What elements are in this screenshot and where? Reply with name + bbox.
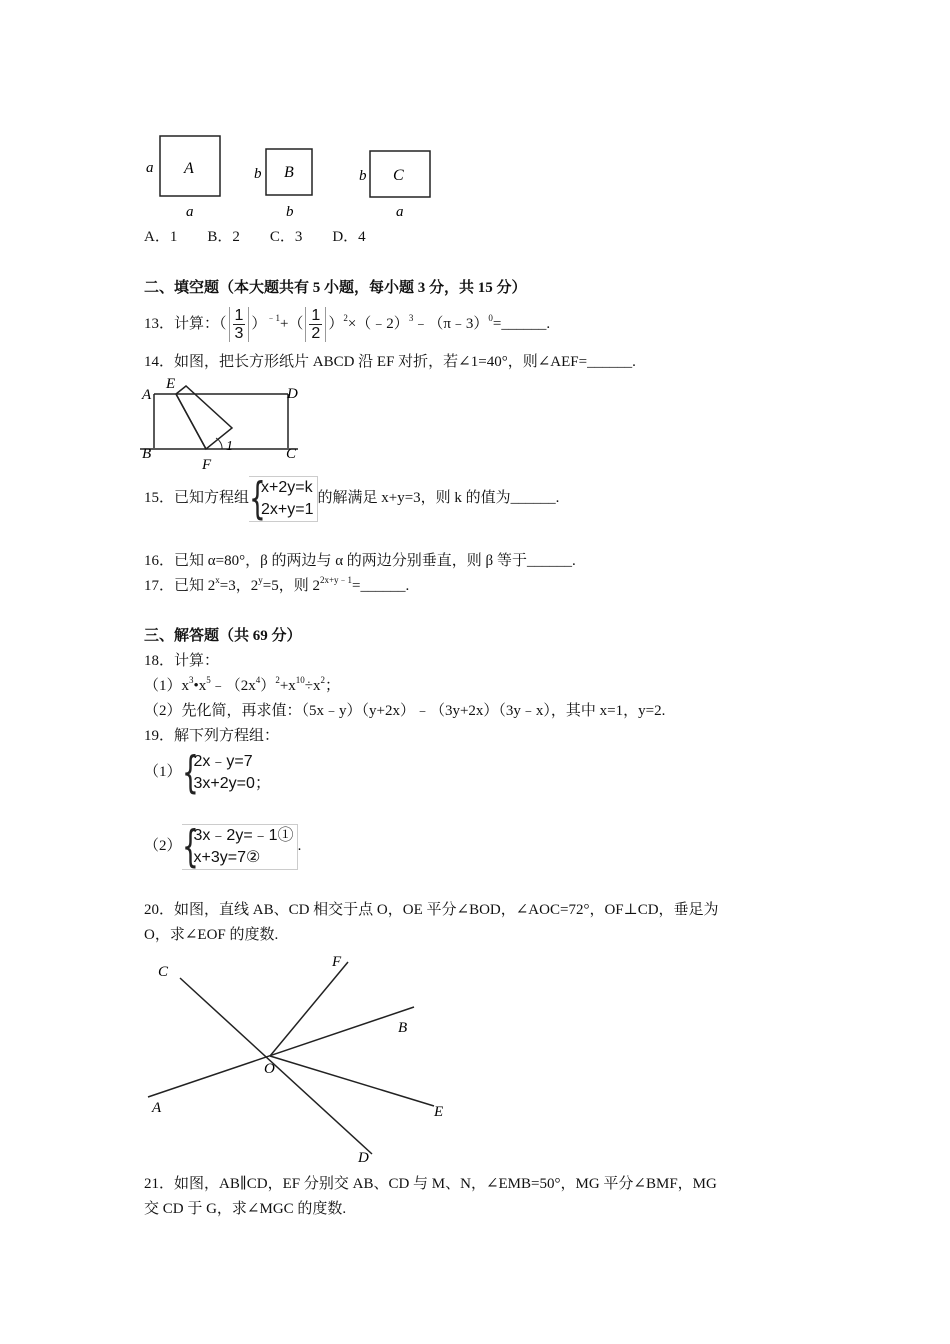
- q19p2-label: （2）: [144, 838, 182, 854]
- brace-icon: {: [181, 820, 199, 872]
- question-21-line-1: 21．如图，AB∥CD，EF 分别交 AB、CD 与 M、N，∠EMB=50°，MG 平分∠BMF，MG: [144, 1176, 717, 1192]
- q19p2-equation-1: 3x﹣2y=﹣1①: [193, 826, 294, 844]
- square-a-side-label: a: [146, 160, 154, 176]
- brace-icon: {: [249, 472, 266, 524]
- q18p1-exp-1: 3: [189, 675, 194, 685]
- answer-options: A．1 B．2 C．3 D．4: [144, 229, 366, 245]
- line-cd: [180, 978, 372, 1154]
- q17-text-2: =5，则 2: [262, 578, 320, 594]
- q14-label-b: B: [142, 446, 152, 462]
- question-19-part-1: [144, 748, 274, 796]
- q14-label-angle-1: 1: [226, 439, 233, 454]
- q20-label-a: A: [152, 1100, 162, 1116]
- q14-label-e: E: [166, 376, 176, 392]
- q13-frac1-denominator: 3: [234, 325, 244, 343]
- question-18-part-1: [144, 676, 340, 696]
- question-16: 16．已知 α=80°，β 的两边与 α 的两边分别垂直，则 β 等于______.: [144, 553, 576, 569]
- q14-label-f: F: [202, 457, 212, 472]
- q13-fraction-2: [305, 307, 326, 342]
- q17-suffix: =______.: [352, 578, 410, 594]
- q13-text-3: ）: [328, 316, 344, 332]
- q17-exponent-1: x: [215, 575, 220, 585]
- q20-label-d: D: [358, 1150, 369, 1165]
- q13-prefix: 13．计算：（: [144, 316, 227, 332]
- q13-text-4: ×（﹣2）: [347, 316, 409, 332]
- q13-exponent-2: 2: [343, 313, 348, 323]
- ray-oe: [270, 1056, 434, 1106]
- q13-fraction-1: [229, 307, 250, 342]
- q20-figure: [140, 950, 460, 1165]
- rect-c-label: C: [393, 167, 404, 184]
- q13-text-5: ﹣（π﹣3）: [413, 316, 489, 332]
- question-17: [144, 576, 409, 596]
- question-14: 14．如图，把长方形纸片 ABCD 沿 EF 对折，若∠1=40°，则∠AEF=______.: [144, 354, 636, 370]
- question-21-line-2: 交 CD 于 G，求∠MGC 的度数.: [144, 1201, 347, 1217]
- rect-c-side-label: b: [359, 168, 367, 184]
- square-a-label: A: [184, 160, 194, 177]
- q14-label-a: A: [142, 387, 152, 403]
- q19p2-suffix: .: [297, 838, 302, 854]
- q19p1-label: （1）: [144, 764, 182, 780]
- question-13: [144, 306, 550, 342]
- q20-label-c: C: [158, 964, 169, 980]
- q15-suffix: 的解满足 x+y=3，则 k 的值为______.: [317, 490, 560, 506]
- q18p1-text-d: ）: [260, 678, 276, 694]
- q13-frac2-numerator: 1: [311, 307, 321, 325]
- square-b-label: B: [284, 164, 294, 181]
- squares-figure: [140, 128, 440, 220]
- q19p1-equation-system: [181, 746, 274, 798]
- q19p2-equation-2: x+3y=7②: [193, 848, 261, 866]
- question-15: [144, 474, 559, 522]
- square-b-bottom-label: b: [286, 204, 294, 220]
- q14-label-d: D: [287, 386, 298, 402]
- q20-label-e: E: [434, 1104, 444, 1120]
- question-19-part-2: [144, 822, 301, 870]
- q13-exponent-3: 3: [408, 313, 414, 323]
- q20-label-f: F: [332, 954, 342, 970]
- q18p1-text-f: +x: [279, 678, 296, 694]
- q17-exponent-3: 2x+y﹣1: [319, 575, 353, 585]
- q19p2-equation-system: [181, 820, 298, 872]
- square-a-bottom-label: a: [186, 204, 194, 220]
- q18p1-exp-4: 2: [275, 675, 280, 685]
- rect-c-bottom-label: a: [396, 204, 404, 220]
- question-18-part-2: （2）先化简，再求值：（5x﹣y）（y+2x）﹣（3y+2x）（3y﹣x），其中 x=1，y=2.: [144, 703, 666, 719]
- q13-text-2: +（: [279, 316, 304, 332]
- q18p1-exp-3: 4: [255, 675, 261, 685]
- q17-exponent-2: y: [258, 575, 263, 585]
- q18p1-text-c: ﹣（2x: [210, 678, 256, 694]
- brace-icon: {: [181, 746, 199, 798]
- q18p1-text-a: （1）x: [144, 678, 190, 694]
- q15-equation-2: 2x+y=1: [261, 500, 314, 518]
- q13-exponent-1: ﹣1: [266, 313, 280, 323]
- q18p1-text-h: ；: [325, 678, 341, 694]
- q13-frac2-denominator: 2: [311, 325, 321, 343]
- q19p1-equation-1: 2x﹣y=7: [193, 752, 253, 770]
- q19p1-equation-2: 3x+2y=0；: [193, 774, 271, 792]
- q15-equation-1: x+2y=k: [261, 478, 313, 496]
- q13-text-1: ）: [251, 316, 267, 332]
- q20-label-b: B: [398, 1020, 408, 1036]
- q14-figure: [140, 372, 310, 472]
- q18p1-exp-5: 10: [295, 675, 305, 685]
- q13-suffix: =______.: [492, 316, 551, 332]
- line-ab: [148, 1007, 414, 1097]
- question-18-title: 18．计算：: [144, 653, 220, 669]
- q13-frac1-numerator: 1: [234, 307, 244, 325]
- q14-label-c: C: [286, 446, 297, 462]
- q13-exponent-4: 0: [488, 313, 493, 323]
- q15-equation-system: [249, 472, 317, 524]
- square-b-side-label: b: [254, 166, 262, 182]
- q18p1-exp-6: 2: [320, 675, 326, 685]
- question-20-line-2: O，求∠EOF 的度数.: [144, 927, 279, 943]
- section-2-heading: 二、填空题（本大题共有 5 小题，每小题 3 分，共 15 分）: [144, 280, 527, 296]
- question-20-line-1: 20．如图，直线 AB、CD 相交于点 O，OE 平分∠BOD，∠AOC=72°，OF⊥CD，垂足为: [144, 902, 719, 918]
- q18p1-text-b: •x: [193, 678, 207, 694]
- question-19-title: 19．解下列方程组：: [144, 728, 280, 744]
- q17-prefix: 17．已知 2: [144, 578, 216, 594]
- section-3-heading: 三、解答题（共 69 分）: [144, 628, 302, 644]
- q15-prefix: 15．已知方程组: [144, 490, 250, 506]
- q18p1-text-g: ÷x: [304, 678, 321, 694]
- q20-label-o: O: [264, 1061, 275, 1077]
- q18p1-exp-2: 5: [206, 675, 211, 685]
- q17-text-1: =3，2: [219, 578, 259, 594]
